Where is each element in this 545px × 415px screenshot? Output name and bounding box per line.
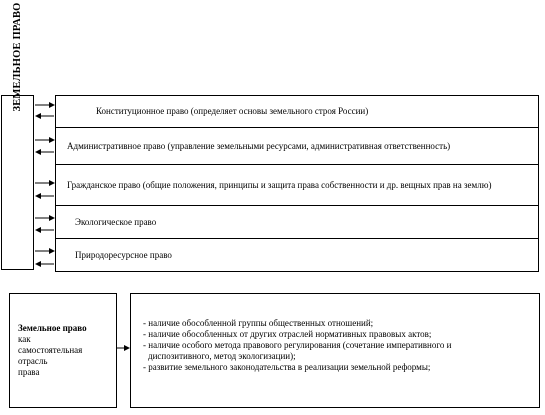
feature-item: - развитие земельного законодательства в реализации земельной реформы; xyxy=(143,362,431,372)
branch-constitutional-law xyxy=(55,95,539,128)
independent-line: самостоятельная xyxy=(18,345,83,355)
independent-line: отрасль xyxy=(18,356,48,366)
feature-item: - наличие обособленной группы общественных отношений; xyxy=(143,318,374,328)
independent-line: права xyxy=(18,367,40,377)
branch-label: Природоресурсное право xyxy=(75,249,172,260)
branch-label: Гражданское право (общие положения, принципы и защита права собственности и др. вещных прав на землю) xyxy=(67,179,492,190)
branch-ecological-law xyxy=(55,205,539,239)
title-box xyxy=(1,95,34,270)
branch-natural-resource-law xyxy=(55,238,539,272)
independent-branch-box xyxy=(9,293,117,408)
branch-label: Конституционное право (определяет основы земельного строя России) xyxy=(96,106,369,116)
features-box xyxy=(130,293,540,408)
independent-heading: Земельное право xyxy=(18,323,87,333)
feature-item: - наличие особого метода правового регулирования (сочетание императивного и xyxy=(143,340,452,350)
feature-item: - наличие обособленных от других отраслей нормативных правовых актов; xyxy=(143,329,432,339)
branch-administrative-law xyxy=(55,127,539,165)
branch-label: Экологическое право xyxy=(75,216,157,227)
independent-line: как xyxy=(18,334,31,344)
vertical-title: ЗЕМЕЛЬНОЕ ПРАВО xyxy=(12,2,23,112)
branch-civil-law xyxy=(55,164,539,206)
feature-item: диспозитивного, метод экологизации); xyxy=(148,351,296,361)
branch-label: Административное право (управление земельными ресурсами, административная ответственность) xyxy=(67,140,451,151)
